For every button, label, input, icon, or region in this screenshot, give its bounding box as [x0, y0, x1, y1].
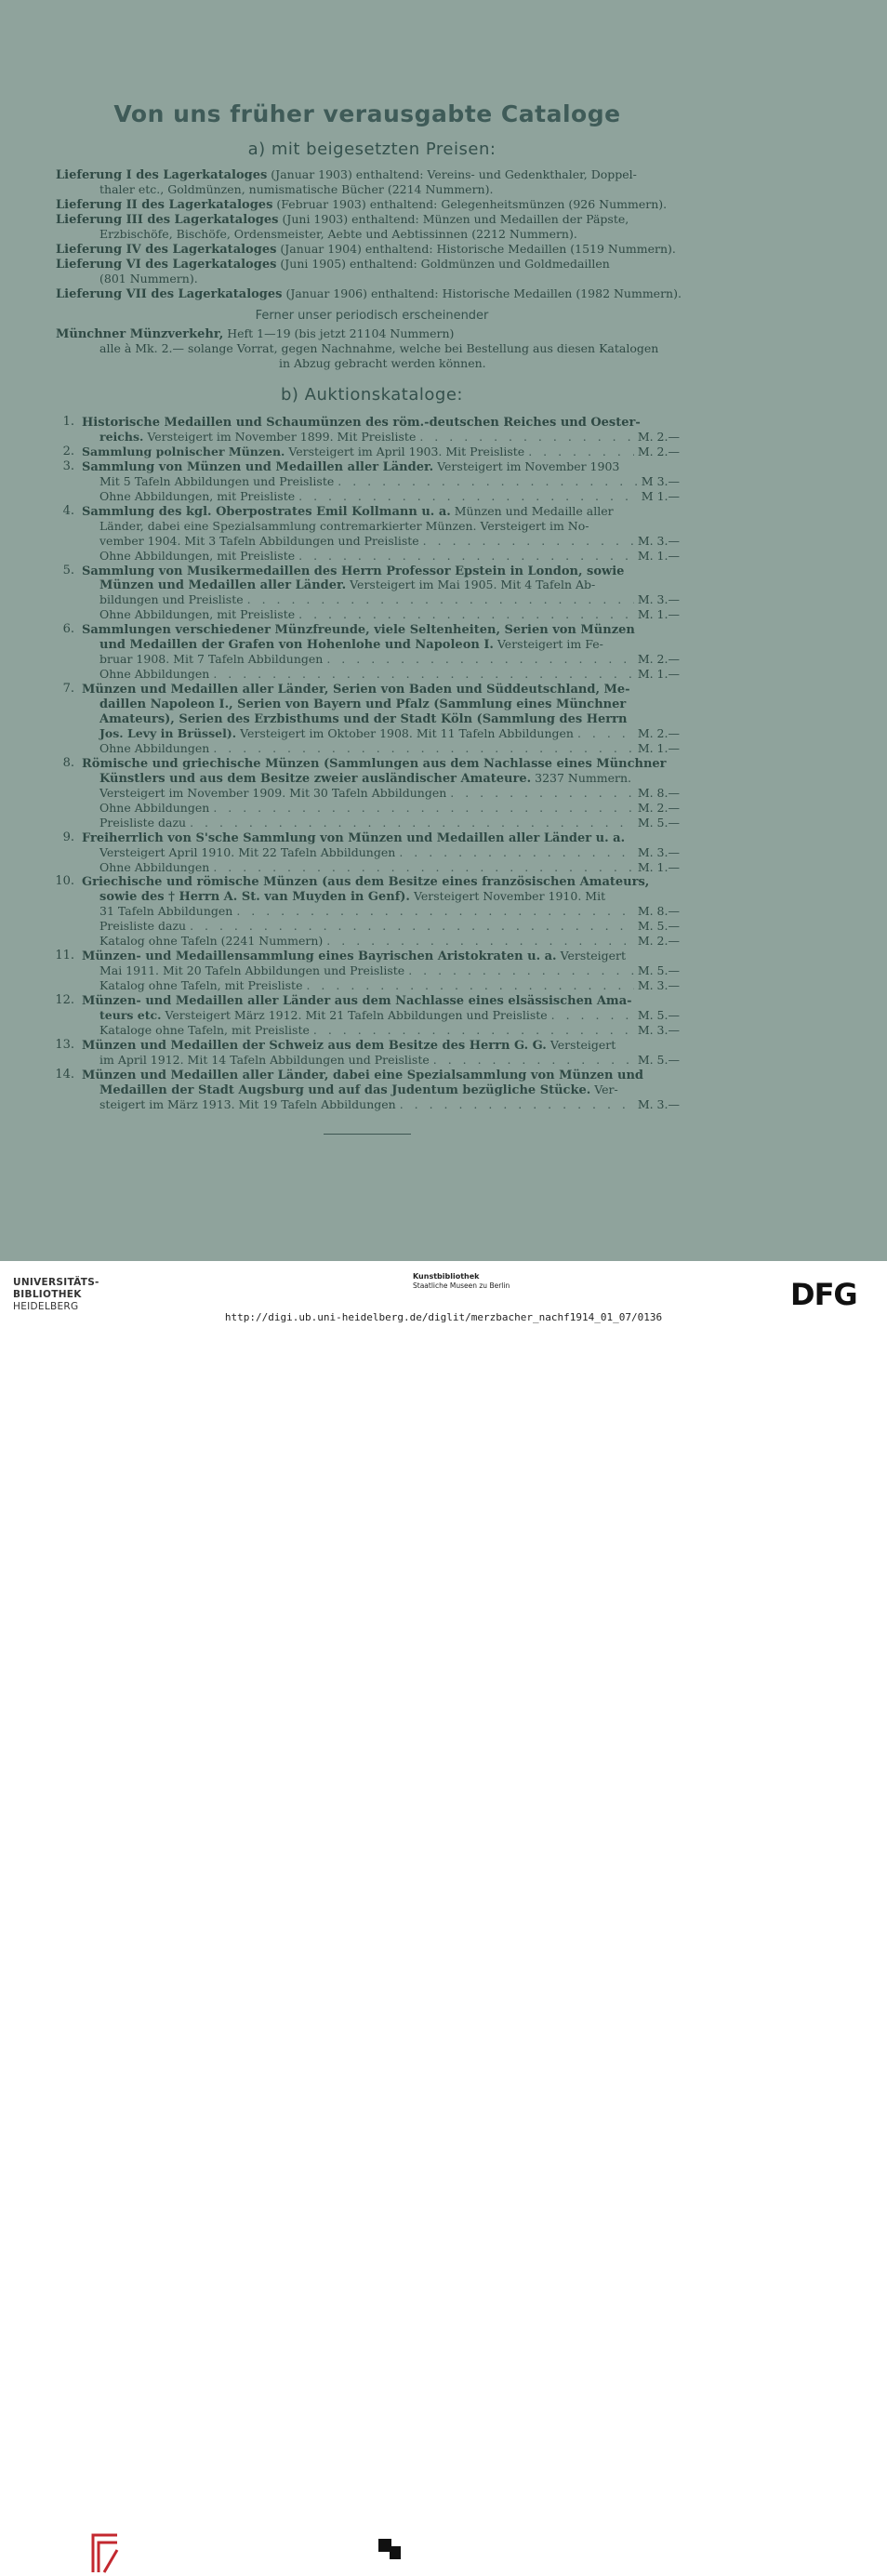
- entry-plain-text: Versteigert November 1910. Mit: [409, 889, 606, 904]
- entry-plain-text: Ohne Abbildungen: [99, 859, 210, 874]
- entry-plain-text: Versteigert März 1912. Mit 21 Tafeln Abbildungen und Preisliste: [161, 1008, 548, 1022]
- price-row: [99, 904, 680, 919]
- price: M. 2.—: [637, 444, 680, 458]
- entry-line: [99, 771, 631, 787]
- entry-number: 7.: [62, 682, 74, 697]
- leader-dots: [213, 801, 634, 816]
- entry-bold-text: reichs.: [99, 429, 144, 444]
- entry-text: [99, 667, 209, 682]
- entry-number: 4.: [62, 503, 74, 518]
- entry-plain-text: (Juni 1905) enthaltend: Goldmünzen und Goldmedaillen: [276, 257, 610, 271]
- entry-plain-text: Münzen und Medaille aller: [450, 503, 614, 518]
- leader-dots: [298, 489, 638, 504]
- entry-plain-text: (Januar 1906) enthaltend: Historische Medaillen (1982 Nummern).: [282, 286, 682, 300]
- entry-line: [99, 711, 627, 727]
- leader-dots: [313, 1023, 634, 1038]
- entry-plain-text: (Juni 1903) enthaltend: Münzen und Medaillen der Päpste,: [278, 212, 629, 226]
- entry-bold-text: Sammlungen verschiedener Münzfreunde, viele Seltenheiten, Serien von Münzen: [82, 623, 635, 638]
- entry-line: [56, 242, 676, 258]
- price-row: [99, 786, 680, 801]
- price-row: [99, 652, 680, 667]
- entry-line: [56, 257, 610, 272]
- price: M. 2.—: [637, 800, 680, 815]
- entry-line: [82, 459, 619, 475]
- entry-plain-text: Preisliste dazu: [99, 919, 187, 934]
- price-row: [99, 1053, 680, 1068]
- leader-dots: [190, 816, 634, 830]
- price-row: [99, 1008, 680, 1023]
- price-row: [82, 445, 680, 459]
- entry-plain-text: Versteigert im Fe-: [493, 637, 603, 652]
- entry-plain-text: Ohne Abbildungen: [99, 667, 210, 682]
- entry-plain-text: Katalog ohne Tafeln (2241 Nummern): [99, 934, 324, 949]
- kunstbibliothek-logo-icon: [377, 2535, 404, 2561]
- entry-plain-text: alle à Mk. 2.— solange Vorrat, gegen Nachnahme, welche bei Bestellung aus diesen Katalogen: [99, 341, 659, 355]
- entry-number: 3.: [62, 458, 74, 473]
- price: M. 3.—: [637, 592, 680, 607]
- entry-plain-text: Versteigert: [556, 949, 627, 963]
- leader-dots: [306, 978, 633, 993]
- entry-line: [56, 167, 637, 183]
- entry-bold-text: Münzen- und Medaillen aller Länder aus dem Nachlasse eines elsässischen Ama-: [82, 994, 632, 1009]
- ferner-line: Ferner unser periodisch erscheinender: [255, 309, 489, 323]
- price-row: [99, 726, 680, 741]
- price-row: [99, 667, 680, 682]
- entry-text: [99, 549, 295, 564]
- entry-text: [99, 904, 232, 919]
- entry-text: [99, 430, 416, 445]
- leader-dots: [213, 741, 634, 756]
- entry-line: [99, 578, 595, 593]
- price: M. 5.—: [637, 963, 680, 978]
- entry-line: [56, 212, 629, 228]
- entry-line: [56, 326, 454, 342]
- entry-text: [99, 978, 302, 993]
- entry-text: [99, 474, 334, 489]
- entry-line: [56, 286, 682, 302]
- price-row: [99, 1097, 680, 1112]
- entry-text: [99, 607, 295, 622]
- entry-bold-text: Sammlung von Münzen und Medaillen aller Länder.: [82, 459, 434, 474]
- entry-line: [82, 1068, 643, 1083]
- leader-dots: [326, 652, 633, 667]
- entry-text: [99, 963, 404, 978]
- kb-title: Kunstbibliothek: [413, 1272, 480, 1281]
- price-row: [99, 474, 680, 489]
- entry-plain-text: vember 1904. Mit 3 Tafeln Abbildungen und Preisliste: [99, 533, 419, 548]
- price-row: [99, 816, 680, 830]
- entry-text: [99, 934, 323, 949]
- entry-text: [99, 652, 323, 667]
- entry-number: 6.: [62, 622, 74, 637]
- price-row: [99, 860, 680, 875]
- entry-bold-text: Lieferung III des Lagerkataloges: [56, 213, 279, 227]
- leader-dots: [326, 934, 634, 949]
- library-line-1: UNIVERSITÄTS-: [13, 1277, 99, 1288]
- entry-bold-text: Griechische und römische Münzen (aus dem Besitze eines französischen Amateurs,: [82, 875, 650, 890]
- entry-text: [99, 1097, 396, 1112]
- entry-line: [56, 197, 667, 213]
- entry-text: [99, 919, 186, 934]
- entry-plain-text: steigert im März 1913. Mit 19 Tafeln Abbildungen: [99, 1096, 396, 1111]
- entry-bold-text: Münchner Münzverkehr,: [56, 327, 224, 341]
- price: M. 2.—: [637, 652, 680, 667]
- entry-text: [99, 1053, 430, 1068]
- price-row: [99, 741, 680, 756]
- entry-line: [82, 1038, 616, 1054]
- entry-line: [99, 889, 605, 905]
- entry-number: 13.: [55, 1037, 74, 1052]
- entry-plain-text: im April 1912. Mit 14 Tafeln Abbildungen und Preisliste: [99, 1052, 430, 1067]
- price: M. 3.—: [637, 844, 680, 859]
- entry-bold-text: Lieferung VI des Lagerkataloges: [56, 258, 277, 272]
- entry-bold-text: Lieferung IV des Lagerkataloges: [56, 243, 277, 257]
- price: M. 5.—: [637, 815, 680, 830]
- leader-dots: [236, 904, 633, 919]
- entry-plain-text: Ver-: [590, 1082, 618, 1096]
- price: M. 2.—: [637, 429, 680, 444]
- leader-dots: [551, 1008, 634, 1023]
- price: M. 5.—: [637, 919, 680, 934]
- price: M. 2.—: [637, 934, 680, 949]
- price: M. 2.—: [637, 725, 680, 740]
- leader-dots: [247, 592, 634, 607]
- entry-line: [99, 341, 658, 356]
- entry-text: [99, 726, 574, 741]
- leader-dots: [213, 667, 634, 682]
- catalogue-page: [0, 0, 887, 1261]
- price-row: [99, 845, 680, 860]
- price: M 1.—: [641, 488, 680, 503]
- library-line-2: BIBLIOTHEK: [13, 1289, 82, 1300]
- library-line-3: HEIDELBERG: [13, 1301, 79, 1312]
- entry-plain-text: Ohne Abbildungen, mit Preisliste: [99, 607, 296, 622]
- price: M. 1.—: [637, 667, 680, 682]
- entry-text: [99, 1023, 310, 1038]
- leader-dots: [338, 474, 638, 489]
- dfg-logo: DFG: [790, 1277, 857, 1312]
- section-b-heading: b) Auktionskataloge:: [281, 385, 463, 405]
- entry-plain-text: Versteigert im Oktober 1908. Mit 11 Tafeln Abbildungen: [236, 725, 574, 740]
- entry-line: [82, 682, 630, 697]
- entry-bold-text: Sammlung des kgl. Oberpostrates Emil Kollmann u. a.: [82, 504, 451, 519]
- entry-plain-text: Katalog ohne Tafeln, mit Preisliste: [99, 978, 303, 993]
- entry-line: [99, 272, 198, 286]
- entry-line: [82, 504, 614, 520]
- leader-dots: [213, 860, 634, 875]
- entry-plain-text: Versteigert im November 1909. Mit 30 Tafeln Abbildungen: [99, 785, 447, 800]
- entry-text: [99, 592, 244, 607]
- entry-line: [99, 227, 577, 242]
- entry-plain-text: Länder, dabei eine Spezialsammlung contremarkierter Münzen. Versteigert im No-: [99, 518, 589, 533]
- entry-plain-text: thaler etc., Goldmünzen, numismatische Bücher (2214 Nummern).: [99, 182, 494, 196]
- entry-number: 5.: [62, 563, 74, 578]
- leader-dots: [408, 963, 634, 978]
- entry-text: [99, 741, 209, 756]
- entry-number: 1.: [62, 415, 74, 429]
- price-row: [99, 801, 680, 816]
- entry-text: [99, 489, 295, 504]
- leader-dots: [577, 726, 634, 741]
- entry-line: [82, 874, 649, 890]
- entry-plain-text: (801 Nummern).: [99, 272, 198, 285]
- entry-plain-text: Kataloge ohne Tafeln, mit Preisliste: [99, 1022, 310, 1037]
- ub-logo-icon: [89, 2530, 123, 2576]
- entry-plain-text: (Januar 1903) enthaltend: Vereins- und Gedenkthaler, Doppel-: [267, 167, 637, 181]
- entry-plain-text: (Januar 1904) enthaltend: Historische Medaillen (1519 Nummern).: [276, 242, 676, 256]
- entry-bold-text: Amateurs), Serien des Erzbisthums und der Stadt Köln (Sammlung des Herrn: [99, 712, 628, 726]
- leader-dots: [423, 534, 634, 549]
- price: M. 5.—: [637, 1008, 680, 1022]
- entry-plain-text: Mit 5 Tafeln Abbildungen und Preisliste: [99, 473, 335, 488]
- price: M. 8.—: [637, 785, 680, 800]
- entry-number: 11.: [55, 949, 74, 963]
- price-row: [99, 963, 680, 978]
- price: M. 1.—: [637, 740, 680, 755]
- entry-number: 2.: [62, 444, 74, 458]
- entry-line: [82, 415, 641, 431]
- entry-bold-text: Freiherrlich von S'sche Sammlung von Münzen und Medaillen aller Länder u. a.: [82, 830, 626, 845]
- price: M. 8.—: [637, 904, 680, 919]
- entry-bold-text: Münzen- und Medaillensammlung eines Bayrischen Aristokraten u. a.: [82, 949, 557, 964]
- entry-plain-text: Heft 1—19 (bis jetzt 21104 Nummern): [223, 326, 455, 340]
- entry-line: [99, 1082, 618, 1098]
- price-row: [99, 592, 680, 607]
- entry-text: [99, 860, 209, 875]
- entry-bold-text: Lieferung II des Lagerkataloges: [56, 198, 273, 212]
- entry-number: 14.: [55, 1067, 74, 1082]
- leader-dots: [399, 845, 634, 860]
- price: M. 1.—: [637, 607, 680, 622]
- price: M 3.—: [641, 473, 680, 488]
- entry-number: 12.: [55, 993, 74, 1008]
- entry-plain-text: Ohne Abbildungen, mit Preisliste: [99, 488, 296, 503]
- price-row: [99, 919, 680, 934]
- entry-bold-text: Jos. Levy in Brüssel).: [99, 725, 237, 740]
- entry-text: [82, 445, 524, 459]
- entry-plain-text: Versteigert im Mai 1905. Mit 4 Tafeln Ab-: [346, 578, 596, 592]
- entry-number: 10.: [55, 874, 74, 889]
- entry-plain-text: Ohne Abbildungen: [99, 800, 210, 815]
- entry-plain-text: bildungen und Preisliste: [99, 592, 244, 607]
- entry-plain-text: Versteigert: [546, 1037, 616, 1052]
- entry-plain-text: 31 Tafeln Abbildungen: [99, 904, 233, 919]
- page-title: Von uns früher verausgabte Cataloge: [113, 100, 621, 127]
- leader-dots: [419, 430, 633, 445]
- entry-line: [99, 697, 626, 712]
- entry-bold-text: Medaillen der Stadt Augsburg und auf das Judentum bezügliche Stücke.: [99, 1082, 591, 1097]
- entry-line: [82, 830, 625, 846]
- price-row: [99, 430, 680, 445]
- entry-plain-text: 3237 Nummern.: [531, 770, 632, 785]
- entry-bold-text: Münzen und Medaillen aller Länder, dabei eine Spezialsammlung von Münzen und: [82, 1068, 644, 1082]
- entry-bold-text: Lieferung I des Lagerkataloges: [56, 168, 268, 182]
- kunstbibliothek-label: [413, 1272, 510, 1291]
- entry-bold-text: Künstlers und aus dem Besitze zweier ausländischer Amateure.: [99, 771, 532, 786]
- leader-dots: [298, 549, 634, 564]
- price: M. 3.—: [637, 533, 680, 548]
- leader-dots: [190, 919, 634, 934]
- price-row: [99, 489, 680, 504]
- entry-number: 9.: [62, 830, 74, 844]
- entry-line: [82, 622, 635, 638]
- entry-plain-text: Mai 1911. Mit 20 Tafeln Abbildungen und Preisliste: [99, 963, 405, 978]
- price: M. 3.—: [637, 978, 680, 993]
- entry-bold-text: sowie des † Herrn A. St. van Muyden in Genf).: [99, 890, 410, 905]
- price-row: [99, 549, 680, 564]
- entry-line: [82, 756, 667, 772]
- entry-line: [82, 993, 632, 1009]
- entry-bold-text: Lieferung VII des Lagerkataloges: [56, 287, 283, 301]
- entry-text: [99, 801, 209, 816]
- price: M. 3.—: [637, 1096, 680, 1111]
- entry-plain-text: Versteigert im April 1903. Mit Preisliste: [285, 444, 525, 458]
- price: M. 1.—: [637, 548, 680, 563]
- entry-bold-text: Historische Medaillen und Schaumünzen des röm.-deutschen Reiches und Oester-: [82, 416, 641, 430]
- library-name: [13, 1277, 99, 1313]
- leader-dots: [433, 1053, 634, 1068]
- entry-bold-text: Römische und griechische Münzen (Sammlungen aus dem Nachlasse eines Münchner: [82, 756, 667, 771]
- entry-text: [99, 816, 186, 830]
- leader-dots: [450, 786, 634, 801]
- leader-dots: [528, 445, 634, 459]
- entry-line: [99, 519, 589, 534]
- entry-plain-text: Preisliste dazu: [99, 815, 187, 830]
- entry-text: [99, 845, 395, 860]
- price-row: [99, 1023, 680, 1038]
- entry-bold-text: Münzen und Medaillen der Schweiz aus dem Besitze des Herrn G. G.: [82, 1038, 547, 1053]
- entry-plain-text: Ohne Abbildungen, mit Preisliste: [99, 548, 296, 563]
- price: M. 1.—: [637, 859, 680, 874]
- leader-dots: [400, 1097, 634, 1112]
- source-url[interactable]: http://digi.ub.uni-heidelberg.de/diglit/merzbacher_nachf1914_01_07/0136: [224, 1311, 663, 1323]
- price: M. 5.—: [637, 1052, 680, 1067]
- entry-text: [99, 534, 419, 549]
- entry-plain-text: in Abzug gebracht werden können.: [279, 356, 486, 370]
- kb-subtitle: Staatliche Museen zu Berlin: [413, 1281, 510, 1290]
- entry-text: [99, 786, 446, 801]
- entry-plain-text: Versteigert im November 1899. Mit Preisliste: [143, 429, 417, 444]
- entry-bold-text: und Medaillen der Grafen von Hohenlohe und Napoleon I.: [99, 638, 494, 653]
- end-rule: [324, 1134, 411, 1135]
- entry-line: [99, 182, 493, 197]
- price: M. 3.—: [637, 1022, 680, 1037]
- entry-bold-text: teurs etc.: [99, 1008, 162, 1022]
- entry-line: [99, 637, 603, 653]
- price-row: [99, 978, 680, 993]
- section-a-heading: a) mit beigesetzten Preisen:: [247, 139, 496, 159]
- entry-number: 8.: [62, 755, 74, 770]
- entry-plain-text: Versteigert im November 1903: [433, 458, 620, 473]
- entry-text: [99, 1008, 548, 1023]
- entry-bold-text: daillen Napoleon I., Serien von Bayern und Pfalz (Sammlung eines Münchner: [99, 697, 627, 712]
- price-row: [99, 934, 680, 949]
- entry-plain-text: Ohne Abbildungen: [99, 740, 210, 755]
- entry-plain-text: bruar 1908. Mit 7 Tafeln Abbildungen: [99, 652, 324, 667]
- entry-line: [82, 564, 624, 579]
- price-row: [99, 607, 680, 622]
- entry-plain-text: Erzbischöfe, Bischöfe, Ordensmeister, Aebte und Aebtissinnen (2212 Nummern).: [99, 227, 577, 241]
- entry-bold-text: Sammlung polnischer Münzen.: [82, 444, 285, 458]
- entry-line: [279, 356, 486, 371]
- entry-line: [82, 949, 626, 964]
- price-row: [99, 534, 680, 549]
- entry-bold-text: Münzen und Medaillen aller Länder, Serien von Baden und Süddeutschland, Me-: [82, 683, 630, 697]
- leader-dots: [298, 607, 634, 622]
- entry-plain-text: (Februar 1903) enthaltend: Gelegenheitsmünzen (926 Nummern).: [272, 197, 668, 211]
- entry-plain-text: Versteigert April 1910. Mit 22 Tafeln Abbildungen: [99, 844, 396, 859]
- entry-bold-text: Münzen und Medaillen aller Länder.: [99, 578, 347, 593]
- entry-bold-text: Sammlung von Musikermedaillen des Herrn Professor Epstein in London, sowie: [82, 564, 625, 578]
